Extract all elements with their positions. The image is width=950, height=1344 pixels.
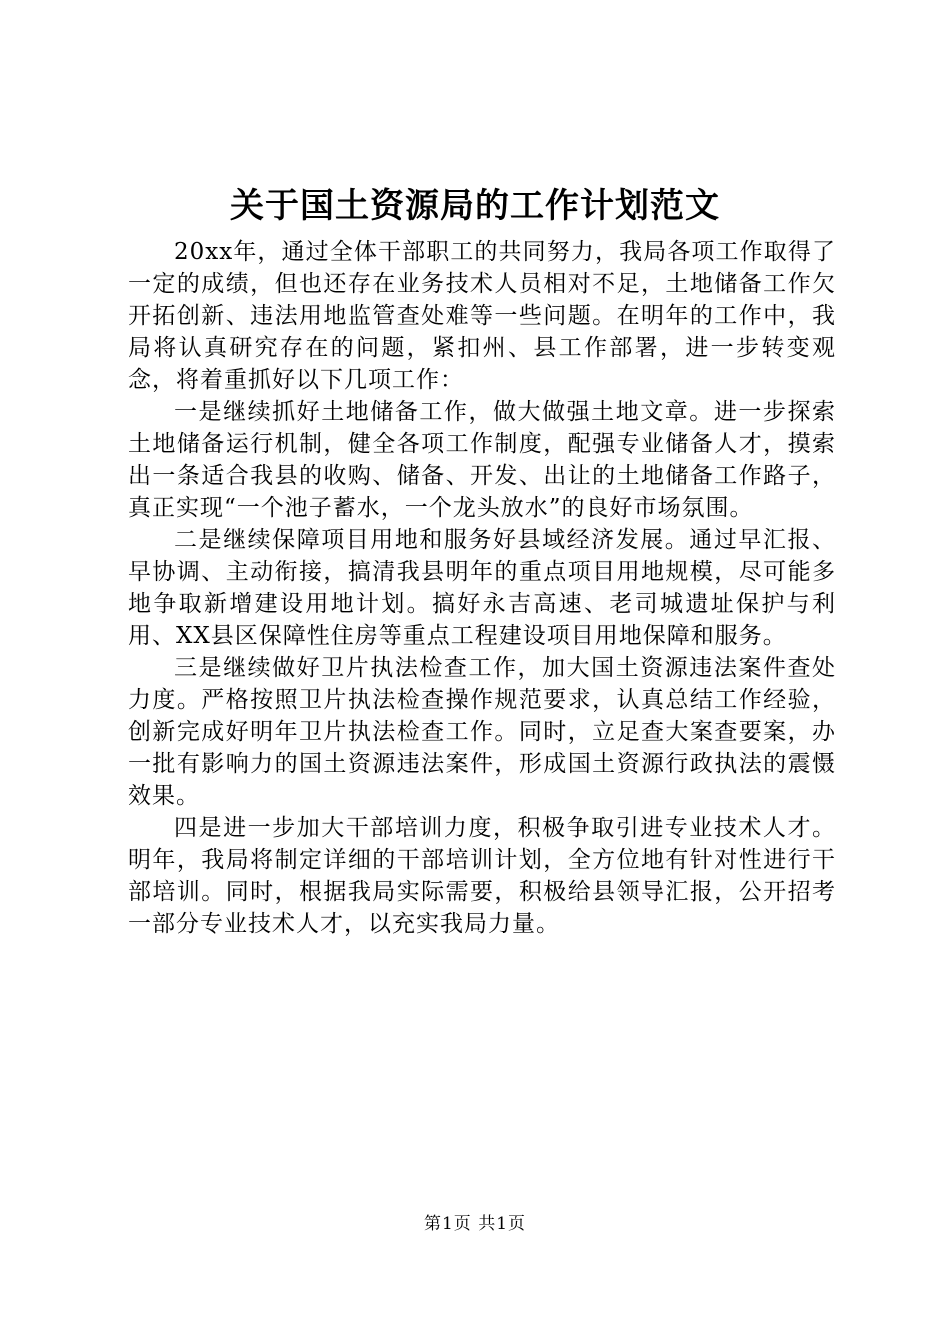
document-title: 关于国土资源局的工作计划范文 <box>230 186 720 226</box>
paragraph-item-3: 三是继续做好卫片执法检查工作，加大国土资源违法案件查处力度。严格按照卫片执法检查操作规范要求，认真总结工作经验，创新完成好明年卫片执法检查工作。同时，立足查大案查要案，办一批有影响力的国土资源违法案件，形成国土资源行政执法的震慑效果。 <box>128 655 836 809</box>
page-number-footer: 第1页 共1页 <box>423 1214 527 1234</box>
paragraph-item-1: 一是继续抓好土地储备工作，做大做强土地文章。进一步探索土地储备运行机制，健全各项工作制度，配强专业储备人才，摸索出一条适合我县的收购、储备、开发、出让的土地储备工作路子，真正实现“一个池子蓄水，一个龙头放水”的良好市场氛围。 <box>128 399 836 521</box>
paragraph-item-2: 二是继续保障项目用地和服务好县域经济发展。通过早汇报、早协调、主动衔接，搞清我县明年的重点项目用地规模，尽可能多地争取新增建设用地计划。搞好永吉高速、老司城遗址保护与利用、XX县区保障性住房等重点工程建设项目用地保障和服务。 <box>128 527 836 649</box>
paragraph-item-4: 四是进一步加大干部培训力度，积极争取引进专业技术人才。明年，我局将制定详细的干部培训计划，全方位地有针对性进行干部培训。同时，根据我局实际需要，积极给县领导汇报，公开招考一部分专业技术人才，以充实我局力量。 <box>128 815 836 937</box>
paragraph-intro: 20xx年，通过全体干部职工的共同努力，我局各项工作取得了一定的成绩，但也还存在业务技术人员相对不足，土地储备工作欠开拓创新、违法用地监管查处难等一些问题。在明年的工作中，我局将认真研究存在的问题，紧扣州、县工作部署，进一步转变观念，将着重抓好以下几项工作： <box>128 239 836 393</box>
document-body <box>128 236 836 940</box>
